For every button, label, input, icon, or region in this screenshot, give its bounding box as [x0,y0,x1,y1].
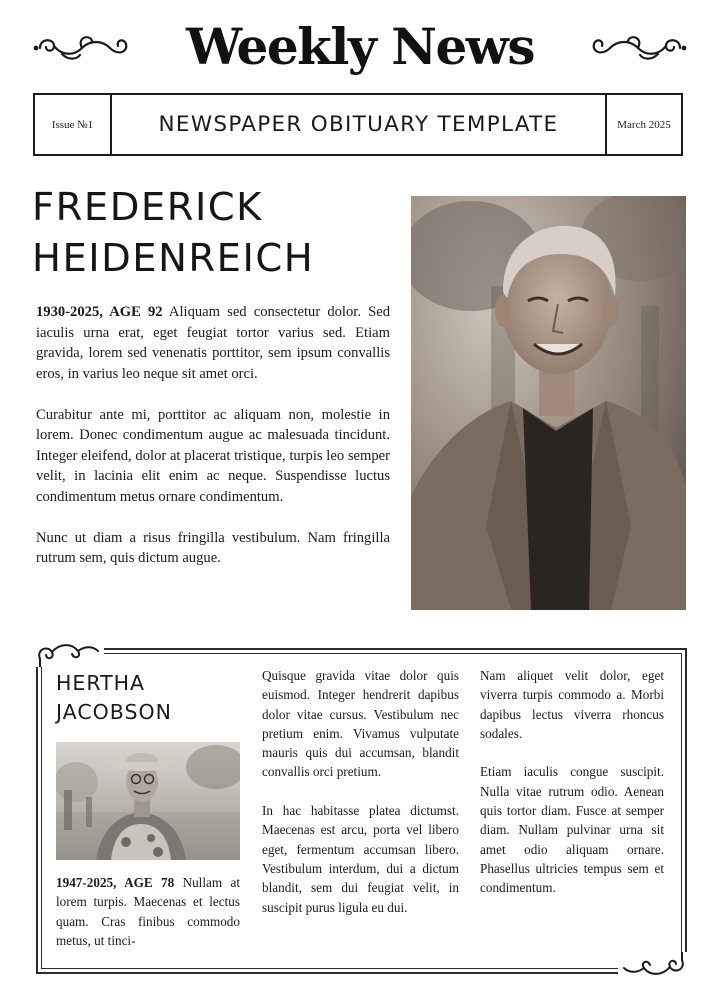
secondary-column-1 [56,873,240,969]
obituary-body-main [36,302,390,589]
name-line-2: HEIDENREICH [32,236,315,281]
secondary-column-3 [480,666,664,917]
paragraph: Curabitur ante mi, porttitor ac aliquam non, molestie in lorem. Donec condimentum augue ac malesuada tincidunt. Integer eleifend, dolor at placerat tristique, turpis leo semper velit, in lacinia elit enim ac neque. Suspendisse luctus condimentum metus ornare condimentum. [36,406,390,505]
name-line-1: HERTHA [56,671,146,695]
section-title: NEWSPAPER OBITUARY TEMPLATE [158,112,559,137]
issue-date: March 2025 [605,95,681,154]
scroll-flourish-icon [588,28,688,68]
paragraph: 1947-2025, AGE 78 Nullam at lorem turpis. Maecenas et lectus quam. Cras finibus commodo metus, ut tinci- [56,875,240,948]
name-line-1: FREDERICK [32,185,263,230]
paragraph: 1930-2025, AGE 92 Aliquam sed consectetur dolor. Sed iaculis urna erat, eget feugiat tortor varius sed. Etiam gravida, lorem sed venenatis porttitor, sem ipsum convallis eros, in varius leo neque sit amet orci. [36,304,391,382]
paragraph: Quisque gravida vitae dolor quis euismod. Integer hendrerit dapibus dolor vitae cursus. Vestibulum nec pretium enim. Vivamus vulputate mauris quis dui accumsan, blandit convallis orci pretium. [262,668,459,780]
paragraph: Nunc ut diam a risus fringilla vestibulum. Nam fringilla rutrum sem, quis dictum augue. [36,529,390,566]
obituary-name-second [56,669,246,727]
portrait-photo-second [56,742,240,860]
paragraph: In hac habitasse platea dictumst. Maecenas est arcu, porta vel libero eget, fermentum accumsan libero. Vestibulum interdum, dui a dictum blandit, sem dui feugiat velit, in suscipit purus ligula eu dui. [262,803,459,915]
issue-number: Issue №1 [35,95,112,154]
portrait-photo-main [411,196,686,610]
secondary-column-2 [262,666,459,936]
masthead-title: Weekly News [185,17,534,76]
paragraph: Etiam iaculis congue suscipit. Nulla vitae rutrum odio. Aenean quis tortor diam. Fusce at semper diam. Nullam pulvinar urna sit amet odio aliquam ornare. Phasellus ultricies tempus sem et condimentum. [480,764,664,896]
paragraph: Nam aliquet velit dolor, eget viverra turpis commodo a. Morbi dapibus lectus viverra rhoncus sodales. [480,668,664,741]
lifespan-label: 1930-2025, AGE 92 [36,304,163,320]
corner-flourish-icon [34,637,104,667]
obituary-name-main [32,182,402,284]
info-bar [33,93,683,156]
lifespan-label: 1947-2025, AGE 78 [56,875,175,890]
corner-flourish-icon [618,952,688,982]
name-line-2: JACOBSON [56,700,172,724]
